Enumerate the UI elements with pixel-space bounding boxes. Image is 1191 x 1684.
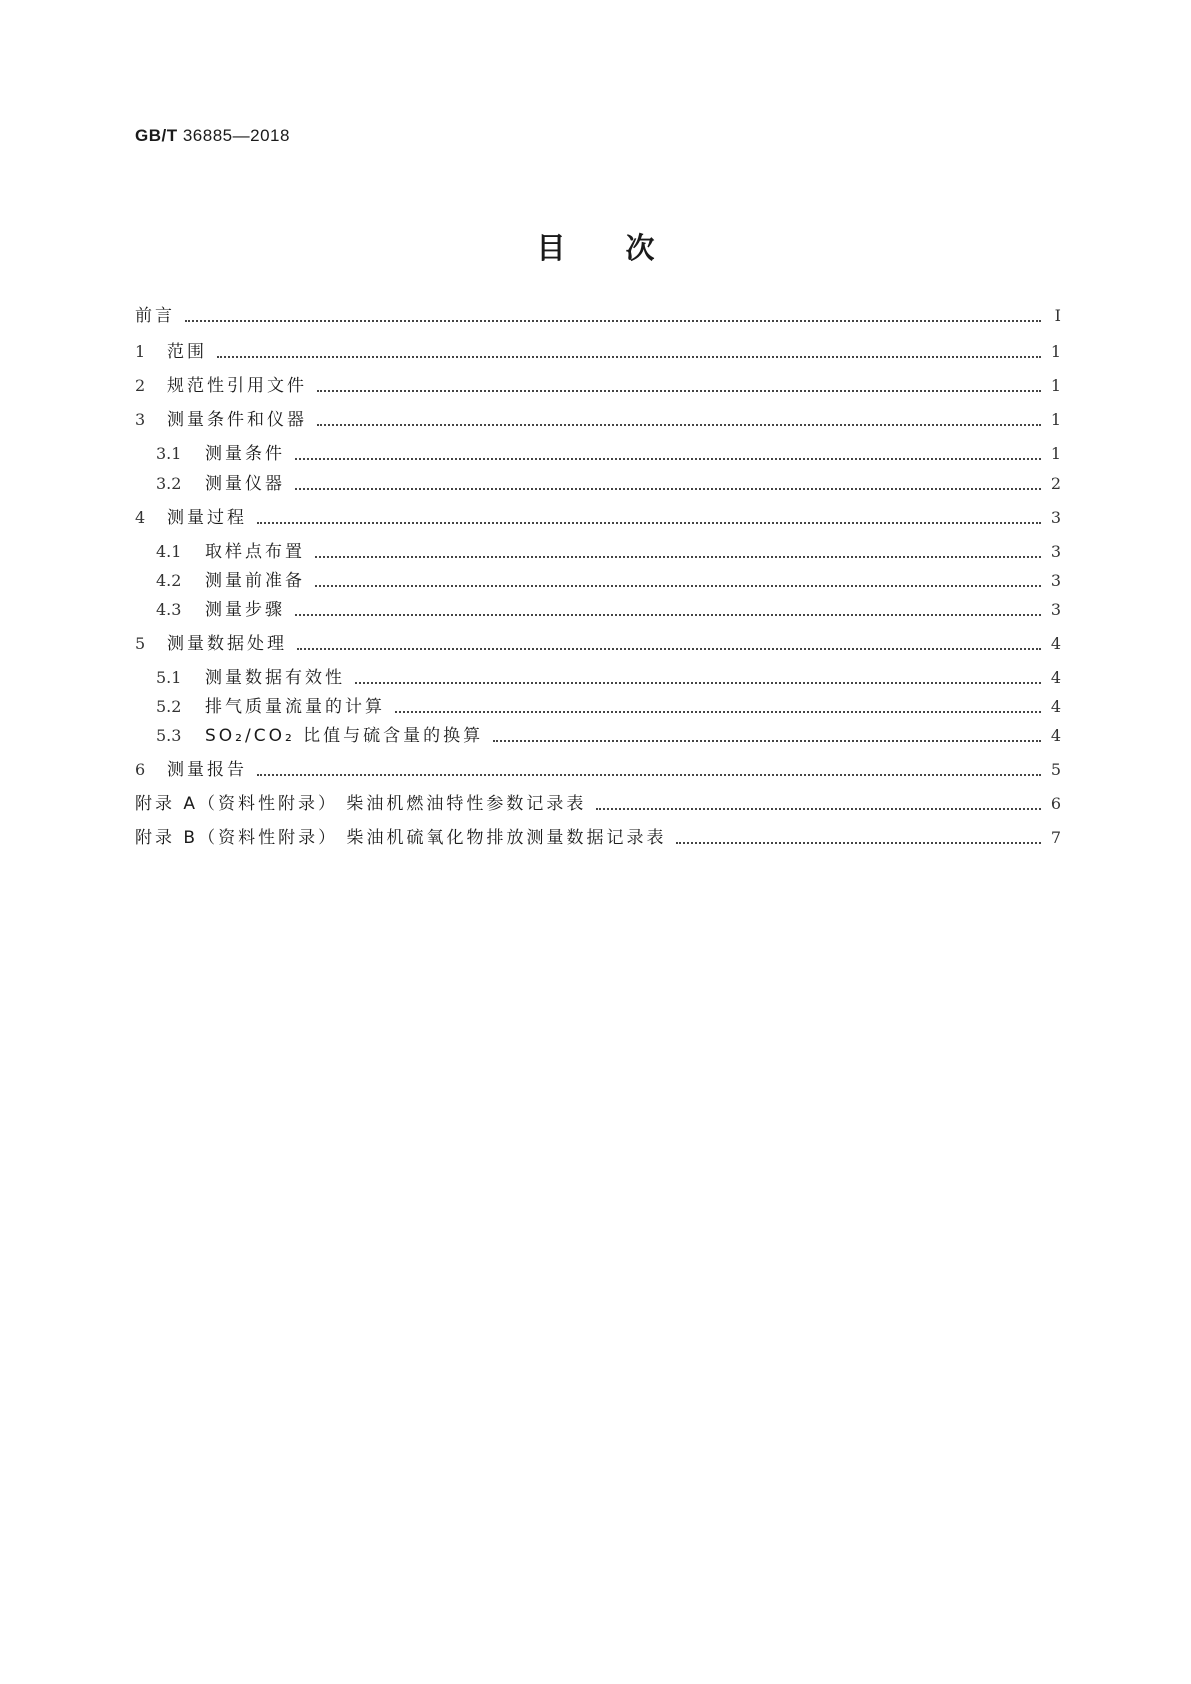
toc-page: Ⅰ [1054,306,1061,325]
toc-number: 4.1 [156,542,182,561]
toc-label: 取样点布置 [205,542,305,562]
toc-page: 3 [1050,571,1061,590]
toc-page: 2 [1050,474,1061,493]
toc-number: 4.3 [156,600,182,619]
toc-page: 6 [1050,794,1061,813]
toc-entry-4-3[interactable] [135,596,1061,624]
toc-entry-5-3[interactable] [135,722,1061,750]
standard-code: GB/T [135,126,178,145]
title-char-1: 目 [536,231,626,265]
toc-number: 3 [135,410,146,429]
toc-label: 测量过程 [167,508,247,528]
toc-label: 测量仪器 [205,474,285,494]
toc-entry-1[interactable] [135,338,1061,366]
toc-leader [257,774,1041,776]
toc-label: SO₂/CO₂ 比值与硫含量的换算 [205,726,484,746]
toc-entry-2[interactable] [135,372,1061,400]
toc-leader [295,458,1041,460]
toc-label: 测量报告 [167,760,247,780]
toc-number: 5.3 [156,726,182,745]
toc-page: 4 [1050,634,1061,653]
toc-label: 测量数据有效性 [205,668,345,688]
toc-leader [317,424,1041,426]
toc-entry-4-1[interactable] [135,538,1061,566]
toc-number: 5 [135,634,146,653]
toc-page: 7 [1050,828,1061,847]
toc-entry-preface[interactable] [135,302,1061,330]
toc-leader [355,682,1041,684]
toc-label: 范围 [167,342,207,362]
toc-label: 测量条件 [205,444,285,464]
toc-entry-6[interactable] [135,756,1061,784]
toc-leader [317,390,1041,392]
toc-page: 1 [1050,342,1061,361]
toc-leader [297,648,1041,650]
toc-entry-appendix-a[interactable] [135,790,1061,818]
toc-entry-5-2[interactable] [135,693,1061,721]
toc-page: 5 [1050,760,1061,779]
toc-leader [315,556,1041,558]
toc-label: 规范性引用文件 [167,376,307,396]
toc-leader [217,356,1041,358]
toc-leader [596,808,1041,810]
toc-number: 4.2 [156,571,182,590]
toc-entry-4-2[interactable] [135,567,1061,595]
toc-label: 测量条件和仪器 [167,410,307,430]
toc-page: 3 [1050,508,1061,527]
toc-page: 1 [1050,444,1061,463]
toc-page: 1 [1050,410,1061,429]
toc-number: 4 [135,508,146,527]
toc-page: 3 [1050,600,1061,619]
table-of-contents [135,0,1061,1684]
toc-number: 6 [135,760,146,779]
toc-label: 测量步骤 [205,600,285,620]
toc-leader [257,522,1041,524]
toc-label: 排气质量流量的计算 [205,697,385,717]
toc-page: 4 [1050,726,1061,745]
toc-entry-appendix-b[interactable] [135,824,1061,852]
standard-year: 36885—2018 [182,126,290,145]
toc-entry-3-2[interactable] [135,470,1061,498]
toc-number: 1 [135,342,146,361]
toc-label: 前言 [135,306,175,326]
toc-entry-5[interactable] [135,630,1061,658]
toc-page: 4 [1050,697,1061,716]
toc-leader [295,614,1041,616]
toc-entry-5-1[interactable] [135,664,1061,692]
toc-label: 测量前准备 [205,571,305,591]
toc-entry-3-1[interactable] [135,440,1061,468]
toc-leader [295,488,1041,490]
toc-entry-3[interactable] [135,406,1061,434]
toc-number: 5.2 [156,697,182,716]
toc-label: 附录 B（资料性附录） 柴油机硫氧化物排放测量数据记录表 [135,828,667,848]
toc-number: 3.1 [156,444,182,463]
toc-leader [185,320,1041,322]
toc-label: 附录 A（资料性附录） 柴油机燃油特性参数记录表 [135,794,587,814]
toc-leader [493,740,1041,742]
toc-number: 5.1 [156,668,182,687]
toc-page: 1 [1050,376,1061,395]
title-char-2: 次 [625,231,715,265]
toc-leader [315,585,1041,587]
toc-leader [395,711,1041,713]
toc-page: 4 [1050,668,1061,687]
toc-number: 2 [135,376,146,395]
toc-label: 测量数据处理 [167,634,287,654]
toc-entry-4[interactable] [135,504,1061,532]
toc-number: 3.2 [156,474,182,493]
toc-page: 3 [1050,542,1061,561]
toc-leader [676,842,1041,844]
